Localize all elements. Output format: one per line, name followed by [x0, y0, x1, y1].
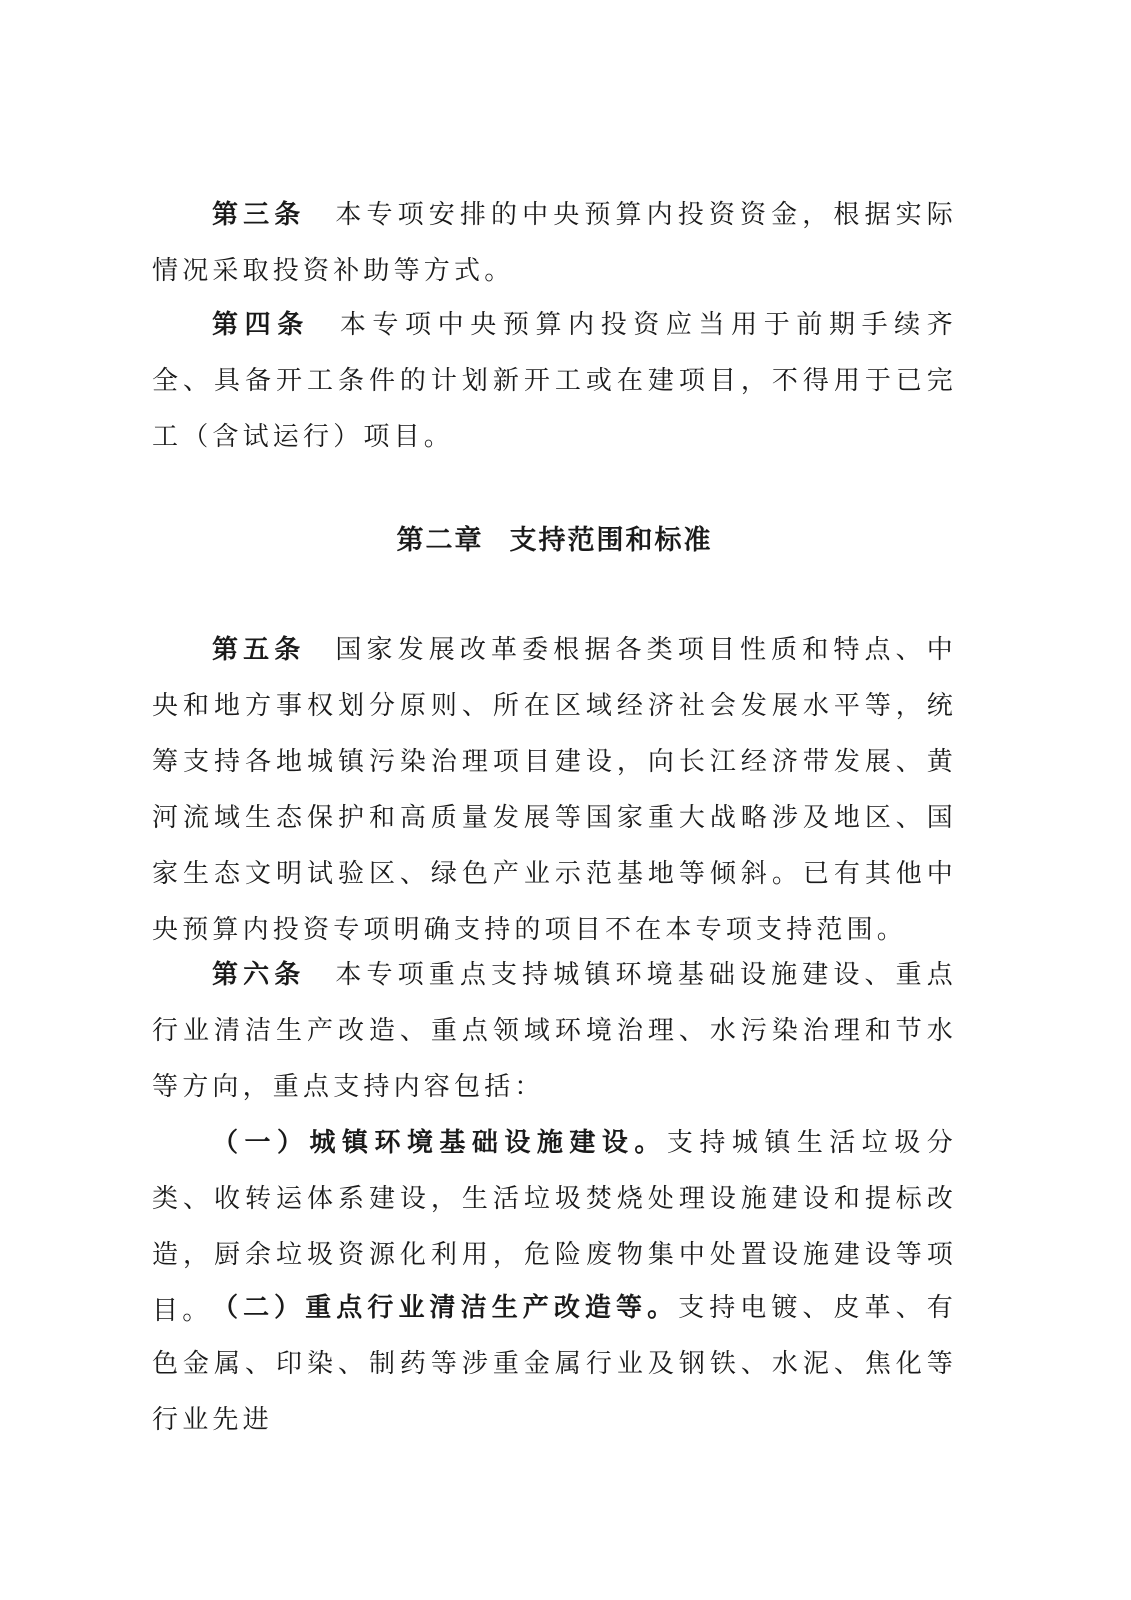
article-6-text: 本专项重点支持城镇环境基础设施建设、重点行业清洁生产改造、重点领域环境治理、水污染治理和节水等方向，重点支持内容包括： — [152, 960, 957, 1102]
item-2-label: （二）重点行业清洁生产改造等。 — [212, 1293, 679, 1323]
chapter-heading — [152, 518, 957, 557]
article-4-label: 第四条 — [212, 310, 310, 340]
article-5 — [152, 622, 957, 958]
article-4 — [152, 297, 957, 465]
article-3 — [152, 187, 957, 299]
chapter-number: 第二章 — [396, 525, 484, 556]
item-1-text: 支持城镇生活垃圾分类、收转运体系建设，生活垃圾焚烧处理设施建设和提标改造，厨余垃圾资源化利用，危险废物集中处置设施建设等项目。 — [152, 1128, 957, 1326]
article-3-label: 第三条 — [212, 200, 306, 230]
item-2-text: 支持电镀、皮革、有色金属、印染、制药等涉重金属行业及钢铁、水泥、焦化等行业先进 — [152, 1293, 957, 1435]
article-4-text: 本专项中央预算内投资应当用于前期手续齐全、具备开工条件的计划新开工或在建项目，不得用于已完工（含试运行）项目。 — [152, 310, 957, 452]
article-5-label: 第五条 — [212, 635, 306, 665]
article-3-text: 本专项安排的中央预算内投资资金，根据实际情况采取投资补助等方式。 — [152, 200, 957, 286]
chapter-title: 支持范围和标准 — [509, 525, 713, 556]
article-6-label: 第六条 — [212, 960, 306, 990]
article-5-text: 国家发展改革委根据各类项目性质和特点、中央和地方事权划分原则、所在区域经济社会发展水平等，统筹支持各地城镇污染治理项目建设，向长江经济带发展、黄河流域生态保护和高质量发展等国家重大战略涉及地区、国家生态文明试验区、绿色产业示范基地等倾斜。已有其他中央预算内投资专项明确支持的项目不在本专项支持范围。 — [152, 635, 957, 945]
item-2 — [152, 1280, 957, 1448]
article-6 — [152, 947, 957, 1115]
item-1-label: （一）城镇环境基础设施建设。 — [212, 1128, 667, 1158]
